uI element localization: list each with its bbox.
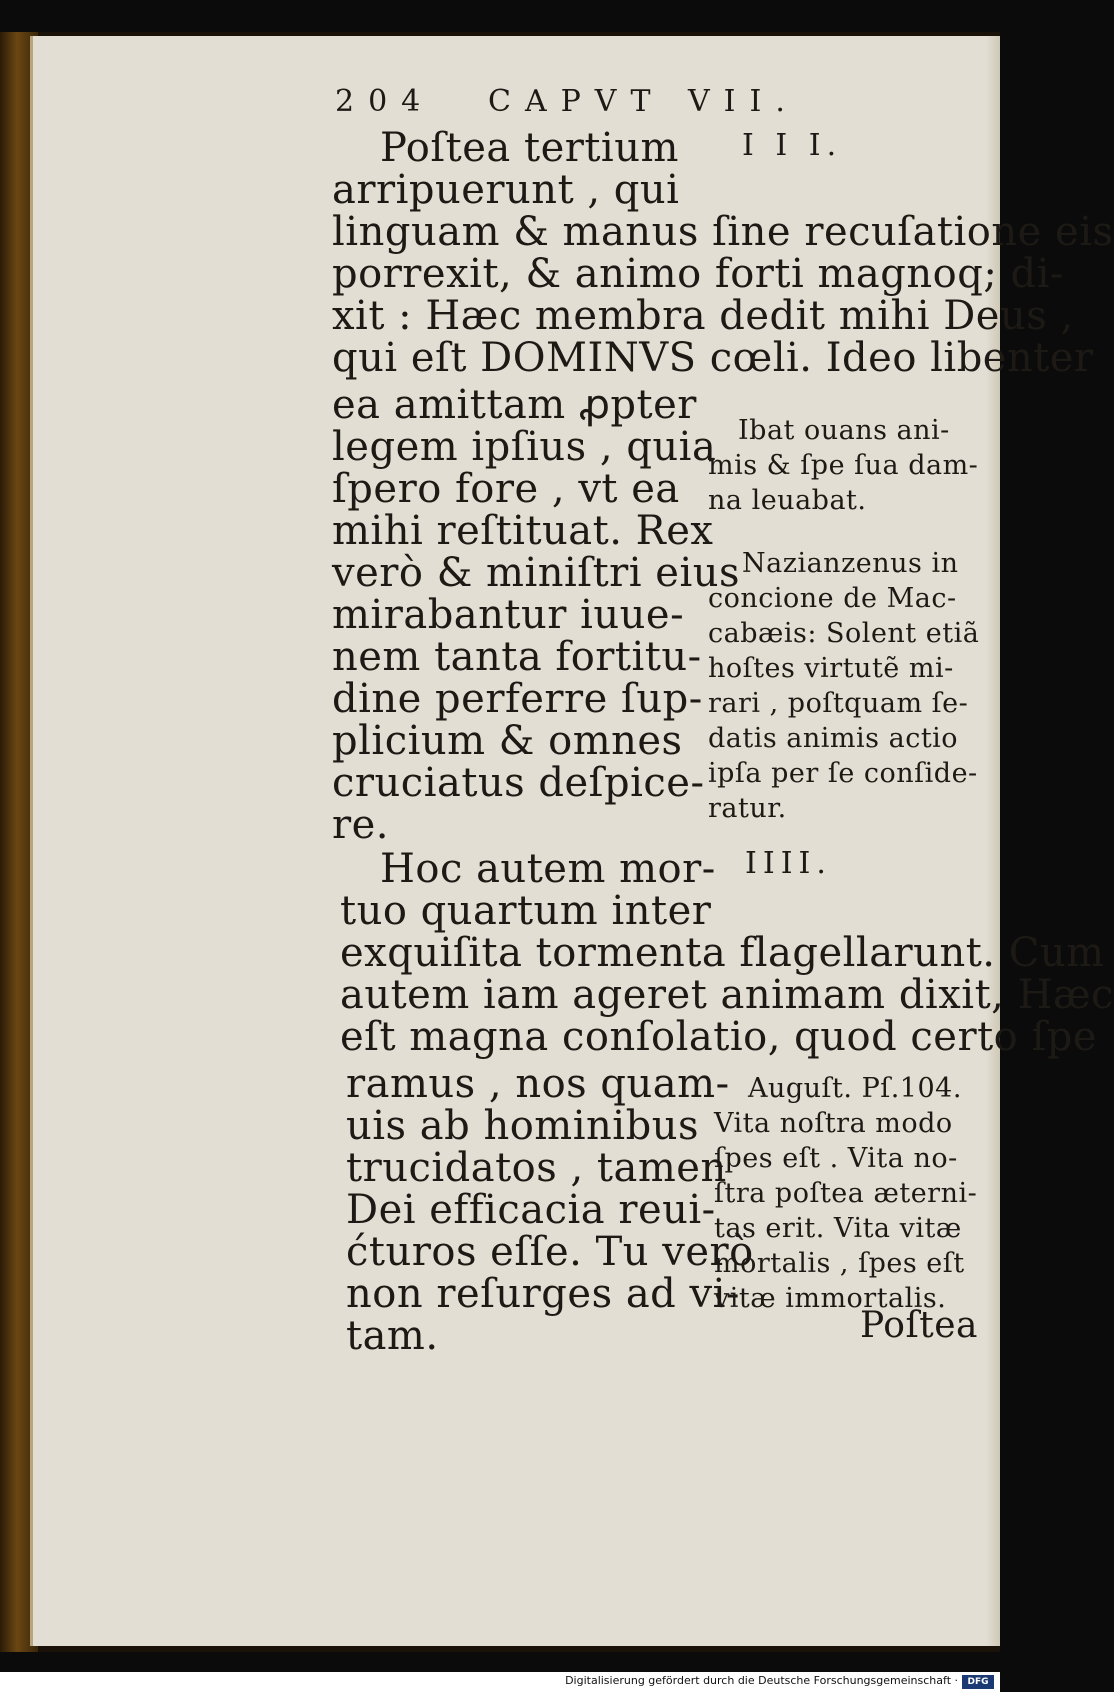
text-line: dine perferre ſup- bbox=[332, 676, 703, 722]
text-line: plicium & omnes bbox=[332, 718, 683, 764]
section-numeral-iiii: IIII. bbox=[745, 846, 832, 881]
text-line: Hoc autem mor- bbox=[380, 846, 716, 892]
marginal-note-line: mis & ſpe ſua dam- bbox=[708, 450, 979, 481]
text-line: linguam & manus ſine recuſatione eis bbox=[332, 209, 1114, 255]
marginal-note-line: ſpes eſt . Vita no- bbox=[714, 1143, 958, 1174]
text-line: xit : Hæc membra dedit mihi Deus , bbox=[332, 293, 1074, 339]
section-numeral-iii: I I I. bbox=[742, 128, 843, 163]
text-line: cruciatus deſpice- bbox=[332, 760, 705, 806]
marginal-note-line: vitæ immortalis. bbox=[714, 1283, 947, 1314]
page-number: 204 bbox=[335, 84, 435, 119]
marginal-note-line: rari , poſtquam ſe- bbox=[708, 688, 969, 719]
text-line: ramus , nos quam- bbox=[346, 1061, 730, 1107]
marginal-note-line: hoſtes virtutẽ mi- bbox=[708, 653, 954, 684]
marginal-note-line: Vita noſtra modo bbox=[714, 1108, 953, 1139]
text-line: verò & miniſtri eius bbox=[332, 550, 741, 596]
text-line: ſpero fore , vt ea bbox=[332, 466, 680, 512]
text-line: ea amittam ꝓpter bbox=[332, 382, 697, 428]
text-line: autem iam ageret animam dixit, Hæc bbox=[340, 972, 1114, 1018]
text-line: ćturos eſſe. Tu verò bbox=[346, 1229, 754, 1275]
marginal-note-line: cabæis: Solent etiã bbox=[708, 618, 980, 649]
catchword: Poſtea bbox=[860, 1305, 978, 1346]
marginal-note-line: ipſa per ſe conſide- bbox=[708, 758, 978, 789]
text-line: arripuerunt , qui bbox=[332, 167, 680, 213]
text-line: mirabantur iuue- bbox=[332, 592, 685, 638]
text-line: mihi reſtituat. Rex bbox=[332, 508, 714, 554]
text-line: tuo quartum inter bbox=[340, 888, 712, 934]
dfg-logo-icon: DFG bbox=[962, 1675, 994, 1689]
marginal-note-line: ratur. bbox=[708, 793, 787, 824]
marginal-note-line: tas erit. Vita vitæ bbox=[714, 1213, 962, 1244]
text-line: eſt magna conſolatio, quod certo ſpe bbox=[340, 1014, 1098, 1060]
marginal-note-line: na leuabat. bbox=[708, 485, 867, 516]
text-line: tam. bbox=[346, 1313, 439, 1359]
text-line: porrexit, & animo forti magnoq; di- bbox=[332, 251, 1064, 297]
footer-credit: Digitalisierung gefördert durch die Deutsche Forschungsgemeinschaft · bbox=[565, 1674, 958, 1687]
text-line: uis ab hominibus bbox=[346, 1103, 699, 1149]
text-line: re. bbox=[332, 802, 390, 848]
text-line: trucidatos , tamen bbox=[346, 1145, 727, 1191]
marginal-note-line: Nazianzenus in bbox=[742, 548, 959, 579]
text-line: non reſurges ad vi- bbox=[346, 1271, 740, 1317]
text-line: exquiſita tormenta flagellarunt. Cum bbox=[340, 930, 1105, 976]
text-line: legem ipſius , quia bbox=[332, 424, 717, 470]
text-line: Dei efficacia reui- bbox=[346, 1187, 716, 1233]
marginal-note-line: datis animis actio bbox=[708, 723, 959, 754]
marginal-note-line: ſtra poſtea æterni- bbox=[714, 1178, 978, 1209]
running-head: CAPVT VII. bbox=[488, 84, 799, 119]
text-line: Poſtea tertium bbox=[380, 125, 679, 171]
text-line: qui eſt DOMINVS cœli. Ideo libenter bbox=[332, 335, 1094, 381]
marginal-note-line: Auguſt. Pſ.104. bbox=[748, 1073, 962, 1104]
marginal-note-line: mortalis , ſpes eſt bbox=[714, 1248, 965, 1279]
marginal-note-line: concione de Mac- bbox=[708, 583, 957, 614]
text-line: nem tanta fortitu- bbox=[332, 634, 702, 680]
digitization-footer bbox=[0, 1672, 1000, 1692]
marginal-note-line: Ibat ouans ani- bbox=[738, 415, 950, 446]
